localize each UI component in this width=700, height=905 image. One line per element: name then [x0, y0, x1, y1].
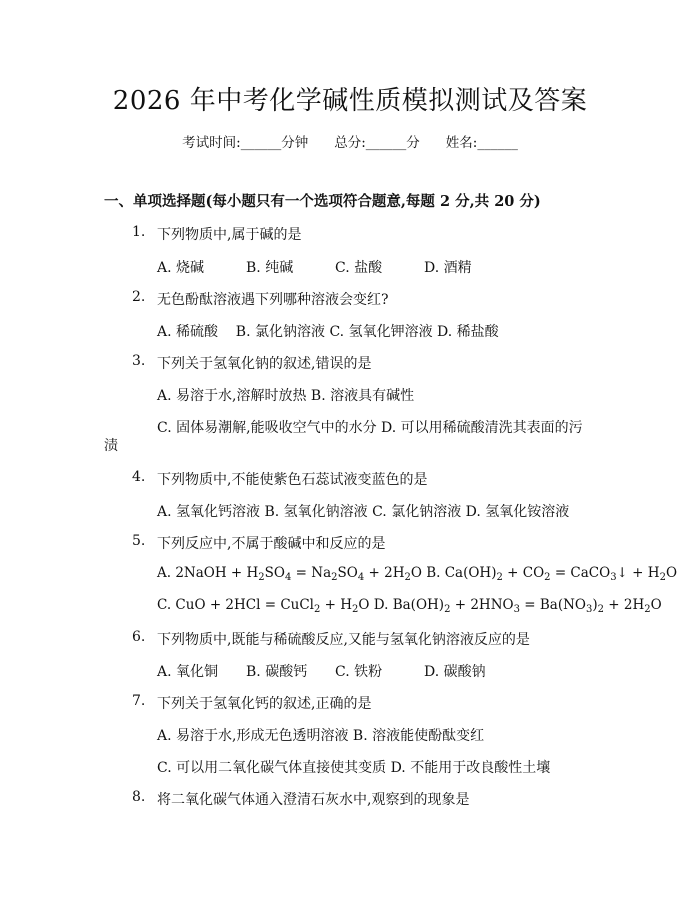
option-c: C. 铁粉: [335, 664, 383, 680]
option-row: [157, 257, 472, 277]
question-stem: 将二氧化碳气体通入澄清石灰水中,观察到的现象是: [157, 792, 470, 808]
score-blank: ______分: [365, 135, 420, 151]
option-b: B. 碳酸钙: [246, 664, 308, 680]
time-label: 考试时间:: [182, 135, 241, 151]
document-title: 2026 年中考化学碱性质模拟测试及答案: [112, 86, 588, 116]
question-stem: 下列物质中,既能与稀硫酸反应,又能与氢氧化钠溶液反应的是: [157, 632, 530, 648]
question-number: 7.: [132, 693, 146, 709]
name-blank: ______: [477, 135, 518, 151]
option-row: A. 易溶于水,溶解时放热 B. 溶液具有碱性: [157, 388, 415, 404]
name-label: 姓名:: [445, 135, 478, 151]
time-blank: ______分钟: [240, 135, 309, 151]
option-row-wrap: 渍: [104, 438, 118, 454]
section-heading: 一、单项选择题(每小题只有一个选项符合题意,每题 2 分,共 20 分): [104, 193, 541, 210]
option-a: A. 氧化铜: [157, 664, 219, 680]
option-c: C. 盐酸: [335, 260, 383, 276]
option-row: A. 稀硫酸 B. 氯化钠溶液 C. 氢氧化钾溶液 D. 稀盐酸: [157, 324, 499, 340]
option-row: C. 固体易潮解,能吸收空气中的水分 D. 可以用稀硫酸清洗其表面的污: [157, 420, 583, 436]
question-stem: 下列反应中,不属于酸碱中和反应的是: [157, 536, 386, 552]
option-row: A. 易溶于水,形成无色透明溶液 B. 溶液能使酚酞变红: [157, 728, 485, 744]
option-d: D. 碳酸钠: [424, 664, 486, 680]
exam-meta: [0, 131, 700, 151]
question-stem: 下列物质中,属于碱的是: [157, 227, 302, 243]
option-row: [157, 661, 486, 681]
question-number: 2.: [132, 289, 146, 305]
question-number: 1.: [132, 224, 146, 240]
option-row: A. 氢氧化钙溶液 B. 氢氧化钠溶液 C. 氯化钠溶液 D. 氢氧化铵溶液: [157, 504, 570, 520]
option-b: B. 纯碱: [246, 260, 294, 276]
option-row-equations-2: C. CuO + 2HCl = CuCl$_2$ + $H_2O$ D. $Ba(OH)_2 + 2HNO_3 = Ba(NO_3)_2 + 2H_2O$: [157, 597, 662, 615]
question-number: 6.: [132, 629, 146, 645]
option-a: A. 烧碱: [157, 260, 205, 276]
question-stem: 下列关于氢氧化钠的叙述,错误的是: [157, 356, 372, 372]
question-stem: 下列物质中,不能使紫色石蕊试液变蓝色的是: [157, 472, 428, 488]
question-number: 5.: [132, 533, 146, 549]
score-label: 总分:: [334, 135, 366, 151]
question-stem: 无色酚酞溶液遇下列哪种溶液会变红?: [157, 292, 389, 308]
question-number: 8.: [132, 789, 146, 805]
question-number: 4.: [132, 469, 146, 485]
question-stem: 下列关于氢氧化钙的叙述,正确的是: [157, 696, 372, 712]
option-d: D. 酒精: [424, 260, 472, 276]
option-row: C. 可以用二氧化碳气体直接使其变质 D. 不能用于改良酸性土壤: [157, 760, 551, 776]
question-number: 3.: [132, 353, 146, 369]
option-row-equations-1: A. 2NaOH + $H_2SO_4 = Na_2SO_4 + 2H_2O$ B. $Ca(OH)_2 + CO_2$ = CaCO$_3$↓ + $H_2O$: [157, 565, 678, 583]
